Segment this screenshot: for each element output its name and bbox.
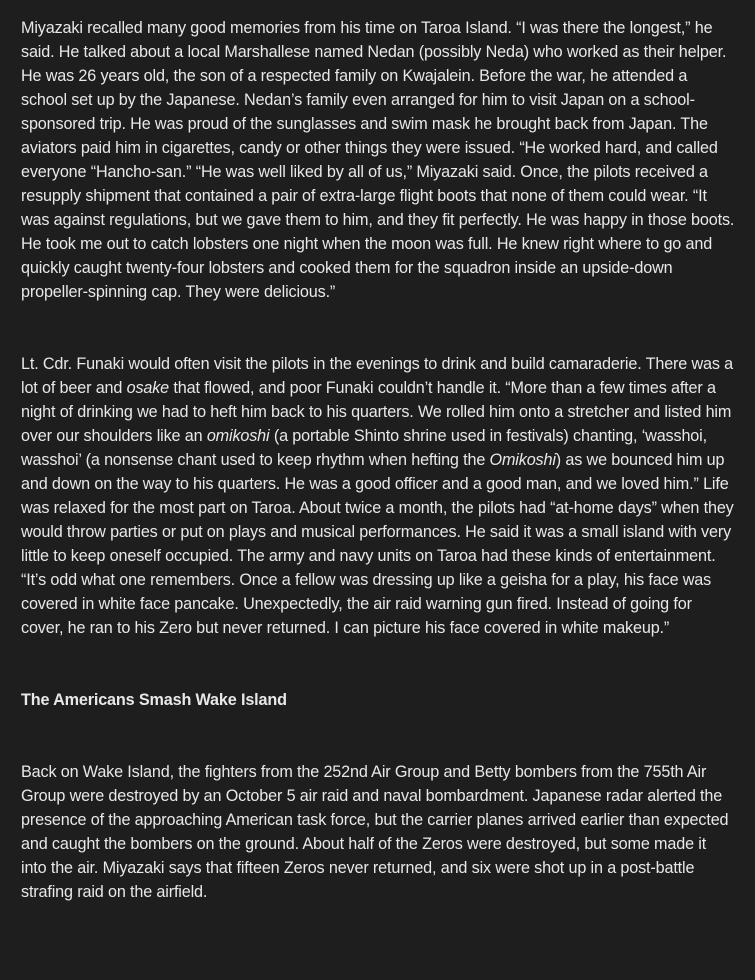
paragraph-spacer <box>21 640 735 688</box>
paragraph-spacer <box>21 304 735 352</box>
paragraph-taroa-memories: Miyazaki recalled many good memories from his time on Taroa Island. “I was there the longest,” he said. He talked about a local Marshallese named Nedan (possibly Neda) who worked as their helper. He was 26 years old, the son of a respected family on Kwajalein. Before the war, he attended a school set up by the Japanese. Nedan’s family even arranged for him to visit Japan on a school-sponsored trip. He was proud of the sunglasses and swim mask he brought back from Japan. The aviators paid him in cigarettes, candy or other things they were issued. “He worked hard, and called everyone “Hancho-san.” “He was well liked by all of us,” Miyazaki said. Once, the pilots received a resupply shipment that contained a pair of extra-large flight boots that none of them could wear. “It was against regulations, but we gave them to him, and they fit perfectly. He was happy in those boots. He took me out to catch lobsters one night when the moon was full. He knew right where to go and quickly caught twenty-four lobsters and cooked them for the squadron inside an upside-down propeller-spinning cap. They were delicious.” <box>21 19 735 301</box>
italic-term-omikoshi-capital: Omikoshi <box>489 451 556 469</box>
text-run: (a portable Shinto shrine used in festivals) chanting, ‘wasshoi, wasshoi’ (a nonsense chant used to keep rhythm when hefting the <box>21 427 707 469</box>
paragraph-funaki <box>21 352 735 640</box>
document-body <box>21 16 735 904</box>
paragraph-spacer <box>21 712 735 760</box>
section-heading: The Americans Smash Wake Island <box>21 691 287 709</box>
italic-term-omikoshi: omikoshi <box>206 427 270 445</box>
paragraph-wake-island: Back on Wake Island, the fighters from the 252nd Air Group and Betty bombers from the 755th Air Group were destroyed by an October 5 air raid and naval bombardment. Japanese radar alerted the presence of the approaching American task force, but the carrier planes arrived earlier than expected and caught the bombers on the ground. About half of the Zeros were destroyed, but some made it into the air. Miyazaki says that fifteen Zeros never returned, and six were shot up in a post-battle strafing raid on the airfield. <box>21 763 729 901</box>
text-run: ) as we bounced him up and down on the way to his quarters. He was a good officer and a good man, and we loved him.” Life was relaxed for the most part on Taroa. About twice a month, the pilots had “at-home days” when they would throw parties or put on plays and musical performances. He said it was a small island with very little to keep oneself occupied. The army and navy units on Taroa had these kinds of entertainment. “It’s odd what one remembers. Once a fellow was dressing up like a geisha for a play, his face was covered in white face pancake. Unexpectedly, the air raid warning gun fired. Instead of going for cover, he ran to his Zero but never returned. I can picture his face covered in white makeup.” <box>21 451 734 637</box>
text-run: Lt. Cdr. Funaki would often visit the pilots in the evenings to drink and build camaraderie. There was a lot of beer and <box>21 355 734 397</box>
text-run: that flowed, and poor Funaki couldn’t handle it. “More than a few times after a night of drinking we had to heft him back to his quarters. We rolled him onto a stretcher and listed him over our shoulders like an <box>21 379 732 445</box>
italic-term-osake: osake <box>126 379 170 397</box>
